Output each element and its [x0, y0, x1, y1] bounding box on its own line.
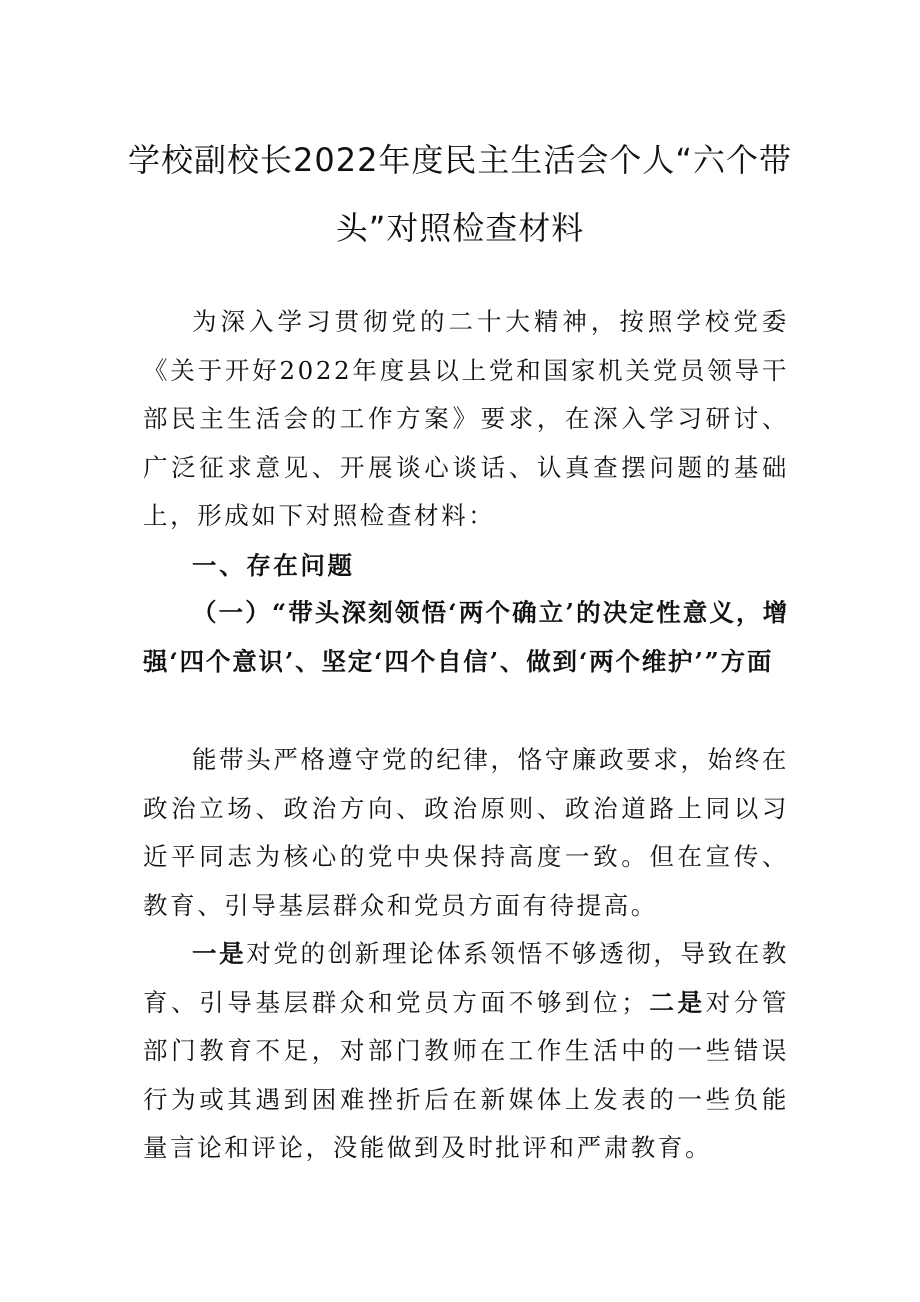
- subsection-heading: （一）“带头深刻领悟‘两个确立’的决定性意义，增强‘四个意识’、坚定‘四个自信’、做到‘两个维护’”方面: [143, 598, 789, 676]
- body-paragraph: 能带头严格遵守党的纪律，恪守廉政要求，始终在政治立场、政治方向、政治原则、政治道路上同以习近平同志为核心的党中央保持高度一致。但在宣传、教育、引导基层群众和党员方面有待提高。: [143, 745, 789, 920]
- issue-second-text: 对分管部门教育不足，对部门教师在工作生活中的一些错误行为或其遇到困难挫折后在新媒体上发表的一些负能量言论和评论，没能做到及时批评和严肃教育。: [143, 987, 789, 1162]
- document-title: 学校副校长2022年度民主生活会个人“六个带头”对照检查材料: [127, 141, 793, 247]
- lead-second: 二是: [648, 987, 706, 1017]
- section-heading: 一、存在问题: [192, 551, 355, 580]
- lead-first: 一是: [192, 939, 247, 968]
- issue-first-text: 对党的创新理论体系领悟不够透彻，导致在教育、引导基层群众和党员方面不够到位；: [143, 939, 789, 1017]
- issues-paragraph: [143, 930, 789, 1173]
- intro-paragraph: 为深入学习贯彻党的二十大精神，按照学校党委《关于开好2022年度县以上党和国家机关党员领导干部民主生活会的工作方案》要求，在深入学习研讨、广泛征求意见、开展谈心谈话、认真查摆问题的基础上，形成如下对照检查材料：: [143, 307, 789, 530]
